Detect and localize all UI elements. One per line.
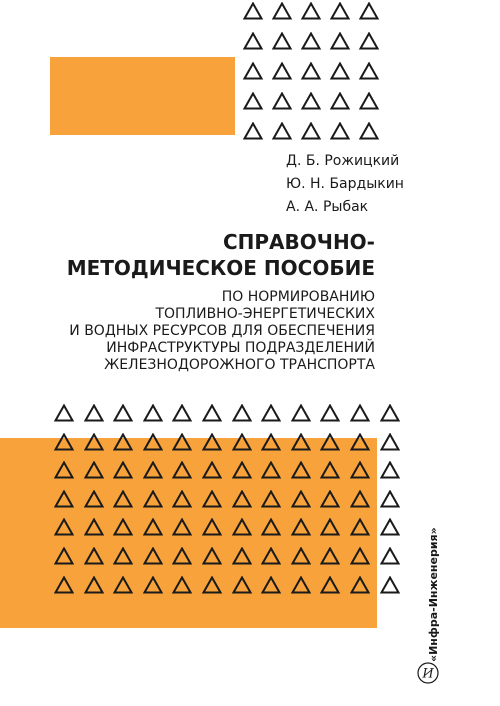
triangle-outline-icon	[242, 2, 264, 20]
triangle-outline-icon	[329, 2, 351, 20]
triangle-outline-icon	[350, 518, 370, 536]
publisher-logo-letter: И	[422, 666, 434, 682]
triangle-outline-icon	[143, 518, 163, 536]
subtitle-line: ТОПЛИВНО-ЭНЕРГЕТИЧЕСКИХ	[155, 306, 375, 322]
triangle-pattern-bottom	[54, 404, 400, 594]
triangle-outline-icon	[143, 576, 163, 594]
triangle-outline-icon	[261, 461, 281, 479]
subtitle-line: ПО НОРМИРОВАНИЮ	[221, 289, 375, 305]
triangle-outline-icon	[113, 490, 133, 508]
triangle-outline-icon	[350, 576, 370, 594]
triangle-outline-icon	[113, 404, 133, 422]
triangle-outline-icon	[291, 433, 311, 451]
triangle-outline-icon	[261, 576, 281, 594]
triangle-outline-icon	[261, 547, 281, 565]
triangle-outline-icon	[329, 92, 351, 110]
triangle-outline-icon	[232, 433, 252, 451]
triangle-outline-icon	[380, 404, 400, 422]
triangle-outline-icon	[113, 518, 133, 536]
triangle-outline-icon	[320, 461, 340, 479]
triangle-pattern-top	[242, 2, 380, 140]
subtitle-line: ИНФРАСТРУКТУРЫ ПОДРАЗДЕЛЕНИЙ	[106, 340, 375, 356]
triangle-outline-icon	[54, 518, 74, 536]
triangle-outline-icon	[172, 518, 192, 536]
author-name: Ю. Н. Бардыкин	[286, 176, 404, 192]
triangle-outline-icon	[232, 576, 252, 594]
author-list	[286, 150, 404, 219]
triangle-outline-icon	[232, 518, 252, 536]
triangle-outline-icon	[232, 547, 252, 565]
triangle-outline-icon	[380, 576, 400, 594]
triangle-outline-icon	[172, 461, 192, 479]
triangle-outline-icon	[54, 433, 74, 451]
triangle-outline-icon	[329, 122, 351, 140]
triangle-outline-icon	[84, 547, 104, 565]
triangle-outline-icon	[232, 490, 252, 508]
triangle-outline-icon	[329, 62, 351, 80]
author-name: Д. Б. Рожицкий	[286, 153, 400, 169]
triangle-outline-icon	[358, 62, 380, 80]
triangle-outline-icon	[84, 518, 104, 536]
author-name: А. А. Рыбак	[286, 199, 369, 215]
triangle-outline-icon	[172, 404, 192, 422]
triangle-outline-icon	[291, 461, 311, 479]
triangle-outline-icon	[143, 404, 163, 422]
subtitle-line: ЖЕЛЕЗНОДОРОЖНОГО ТРАНСПОРТА	[104, 357, 375, 373]
triangle-outline-icon	[350, 547, 370, 565]
triangle-outline-icon	[291, 547, 311, 565]
triangle-outline-icon	[261, 490, 281, 508]
triangle-outline-icon	[350, 433, 370, 451]
triangle-outline-icon	[202, 576, 222, 594]
triangle-outline-icon	[380, 490, 400, 508]
triangle-outline-icon	[242, 62, 264, 80]
triangle-outline-icon	[350, 490, 370, 508]
triangle-outline-icon	[261, 404, 281, 422]
triangle-outline-icon	[300, 32, 322, 50]
triangle-outline-icon	[172, 490, 192, 508]
triangle-outline-icon	[358, 122, 380, 140]
triangle-outline-icon	[143, 547, 163, 565]
triangle-outline-icon	[54, 547, 74, 565]
triangle-outline-icon	[291, 490, 311, 508]
triangle-outline-icon	[84, 576, 104, 594]
triangle-outline-icon	[320, 576, 340, 594]
triangle-outline-icon	[380, 433, 400, 451]
triangle-outline-icon	[242, 92, 264, 110]
triangle-outline-icon	[84, 433, 104, 451]
triangle-outline-icon	[54, 461, 74, 479]
triangle-outline-icon	[242, 122, 264, 140]
triangle-outline-icon	[172, 433, 192, 451]
triangle-outline-icon	[380, 461, 400, 479]
triangle-outline-icon	[300, 2, 322, 20]
triangle-outline-icon	[54, 490, 74, 508]
triangle-outline-icon	[271, 2, 293, 20]
triangle-outline-icon	[320, 404, 340, 422]
triangle-outline-icon	[202, 518, 222, 536]
triangle-outline-icon	[113, 547, 133, 565]
triangle-outline-icon	[380, 518, 400, 536]
triangle-outline-icon	[172, 576, 192, 594]
publisher-name: «Инфра-Инженерия»	[427, 527, 440, 662]
triangle-outline-icon	[291, 576, 311, 594]
title-line: МЕТОДИЧЕСКОЕ ПОСОБИЕ	[66, 256, 375, 280]
triangle-outline-icon	[291, 518, 311, 536]
triangle-outline-icon	[320, 433, 340, 451]
triangle-outline-icon	[300, 122, 322, 140]
triangle-outline-icon	[202, 461, 222, 479]
triangle-outline-icon	[232, 461, 252, 479]
title-line: СПРАВОЧНО-	[222, 230, 375, 254]
triangle-outline-icon	[350, 404, 370, 422]
triangle-outline-icon	[113, 576, 133, 594]
triangle-outline-icon	[84, 490, 104, 508]
triangle-outline-icon	[329, 32, 351, 50]
publisher-logo-icon	[417, 662, 439, 684]
triangle-outline-icon	[358, 2, 380, 20]
orange-block-top	[50, 57, 235, 135]
book-title	[67, 229, 375, 281]
book-subtitle	[69, 289, 375, 374]
triangle-outline-icon	[271, 62, 293, 80]
triangle-outline-icon	[84, 404, 104, 422]
triangle-outline-icon	[300, 62, 322, 80]
triangle-outline-icon	[113, 433, 133, 451]
triangle-outline-icon	[143, 461, 163, 479]
triangle-outline-icon	[242, 32, 264, 50]
triangle-outline-icon	[320, 518, 340, 536]
triangle-outline-icon	[300, 92, 322, 110]
triangle-outline-icon	[232, 404, 252, 422]
triangle-outline-icon	[202, 547, 222, 565]
triangle-outline-icon	[84, 461, 104, 479]
triangle-outline-icon	[350, 461, 370, 479]
triangle-outline-icon	[54, 404, 74, 422]
triangle-outline-icon	[202, 433, 222, 451]
triangle-outline-icon	[320, 547, 340, 565]
subtitle-line: И ВОДНЫХ РЕСУРСОВ ДЛЯ ОБЕСПЕЧЕНИЯ	[69, 323, 375, 339]
triangle-outline-icon	[54, 576, 74, 594]
triangle-outline-icon	[202, 404, 222, 422]
triangle-outline-icon	[358, 32, 380, 50]
triangle-outline-icon	[143, 433, 163, 451]
triangle-outline-icon	[113, 461, 133, 479]
triangle-outline-icon	[172, 547, 192, 565]
triangle-outline-icon	[271, 92, 293, 110]
triangle-outline-icon	[143, 490, 163, 508]
triangle-outline-icon	[271, 122, 293, 140]
triangle-outline-icon	[358, 92, 380, 110]
triangle-outline-icon	[202, 490, 222, 508]
triangle-outline-icon	[380, 547, 400, 565]
triangle-outline-icon	[291, 404, 311, 422]
triangle-outline-icon	[320, 490, 340, 508]
triangle-outline-icon	[261, 518, 281, 536]
triangle-outline-icon	[271, 32, 293, 50]
triangle-outline-icon	[261, 433, 281, 451]
